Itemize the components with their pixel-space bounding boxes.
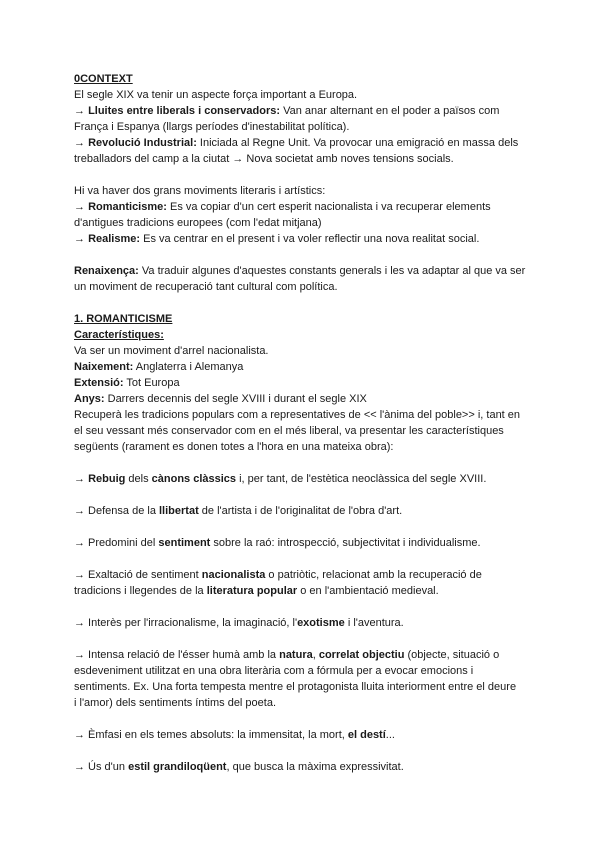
movement-realisme: → Realisme: Es va centrar en el present i va voler reflectir una nova realitat social.: [74, 233, 480, 245]
desc-line: següents (rarament es donen totes a l'hora en una mateixa obra):: [74, 441, 394, 453]
movements-intro: Hi va haver dos grans moviments literaris i artístics:: [74, 185, 326, 197]
trait-item: [74, 727, 540, 743]
trait-line: → Èmfasi en els temes absoluts: la immensitat, la mort, el destí...: [74, 729, 395, 741]
context-item-1-cont: França i Espanya (llargs períodes d'inestabilitat política).: [74, 121, 350, 133]
trait-item: [74, 615, 540, 631]
trait-line: i l'amor) dels sentiments íntims del poeta.: [74, 697, 277, 709]
fact-naixement: Naixement: Anglaterra i Alemanya: [74, 361, 244, 373]
trait-line: → Interès per l'irracionalisme, la imaginació, l'exotisme i l'aventura.: [74, 617, 404, 629]
context-intro: El segle XIX va tenir un aspecte força important a Europa.: [74, 89, 358, 101]
fact-extensio: Extensió: Tot Europa: [74, 377, 180, 389]
trait-item: [74, 567, 540, 599]
desc-line: Recuperà les tradicions populars com a representatives de << l'ànima del poble>> i, tant en: [74, 409, 521, 421]
section-title: 1. ROMANTICISME: [74, 313, 173, 325]
romanticisme-line1: Va ser un moviment d'arrel nacionalista.: [74, 345, 269, 357]
renaixenca-paragraph: Renaixença: Va traduir algunes d'aquestes constants generals i les va adaptar al que va ser: [74, 265, 526, 277]
trait-line: → Defensa de la llibertat de l'artista i de l'originalitat de l'obra d'art.: [74, 505, 403, 517]
trait-item: [74, 759, 540, 775]
trait-line: esdeveniment utilitzat en una obra literària com a fórmula per a evocar emocions i: [74, 665, 474, 677]
traits-list: [74, 455, 540, 775]
context-title: 0CONTEXT: [74, 73, 133, 85]
context-item-2-cont: treballadors del camp a la ciutat → Nova societat amb noves tensions socials.: [74, 153, 454, 165]
movement-romanticisme: → Romanticisme: Es va copiar d'un cert esperit nacionalista i va recuperar elements: [74, 201, 491, 213]
desc-line: el seu vessant més conservador com en el més liberal, va presentar les característiques: [74, 425, 504, 437]
trait-line: → Exaltació de sentiment nacionalista o patriòtic, relacionat amb la recuperació de: [74, 569, 482, 581]
trait-item: [74, 503, 540, 519]
trait-line: → Intensa relació de l'ésser humà amb la natura, correlat objectiu (objecte, situació o: [74, 649, 500, 661]
trait-item: [74, 471, 540, 487]
trait-line: sentiments. Ex. Una forta tempesta mentre el protagonista lluita interiorment entre el deure: [74, 681, 517, 693]
renaixenca-cont: un moviment de recuperació tant cultural com política.: [74, 281, 338, 293]
fact-anys: Anys: Darrers decennis del segle XVIII i durant el segle XIX: [74, 393, 367, 405]
movement-romanticisme-cont: d'antigues tradicions europees (com l'edat mitjana): [74, 217, 322, 229]
trait-line: → Predomini del sentiment sobre la raó: introspecció, subjectivitat i individualisme.: [74, 537, 481, 549]
context-item-1: → Lluites entre liberals i conservadors: Van anar alternant en el poder a països com: [74, 105, 500, 117]
trait-line: → Rebuig dels cànons clàssics i, per tant, de l'estètica neoclàssica del segle XVIII.: [74, 473, 487, 485]
trait-line: → Ús d'un estil grandiloqüent, que busca la màxima expressivitat.: [74, 761, 404, 773]
trait-line: tradicions i llegendes de la literatura popular o en l'ambientació medieval.: [74, 585, 439, 597]
context-item-2: → Revolució Industrial: Iniciada al Regne Unit. Va provocar una emigració en massa dels: [74, 137, 519, 149]
section-subtitle: Característiques:: [74, 329, 164, 341]
trait-item: [74, 535, 540, 551]
trait-item: [74, 647, 540, 711]
